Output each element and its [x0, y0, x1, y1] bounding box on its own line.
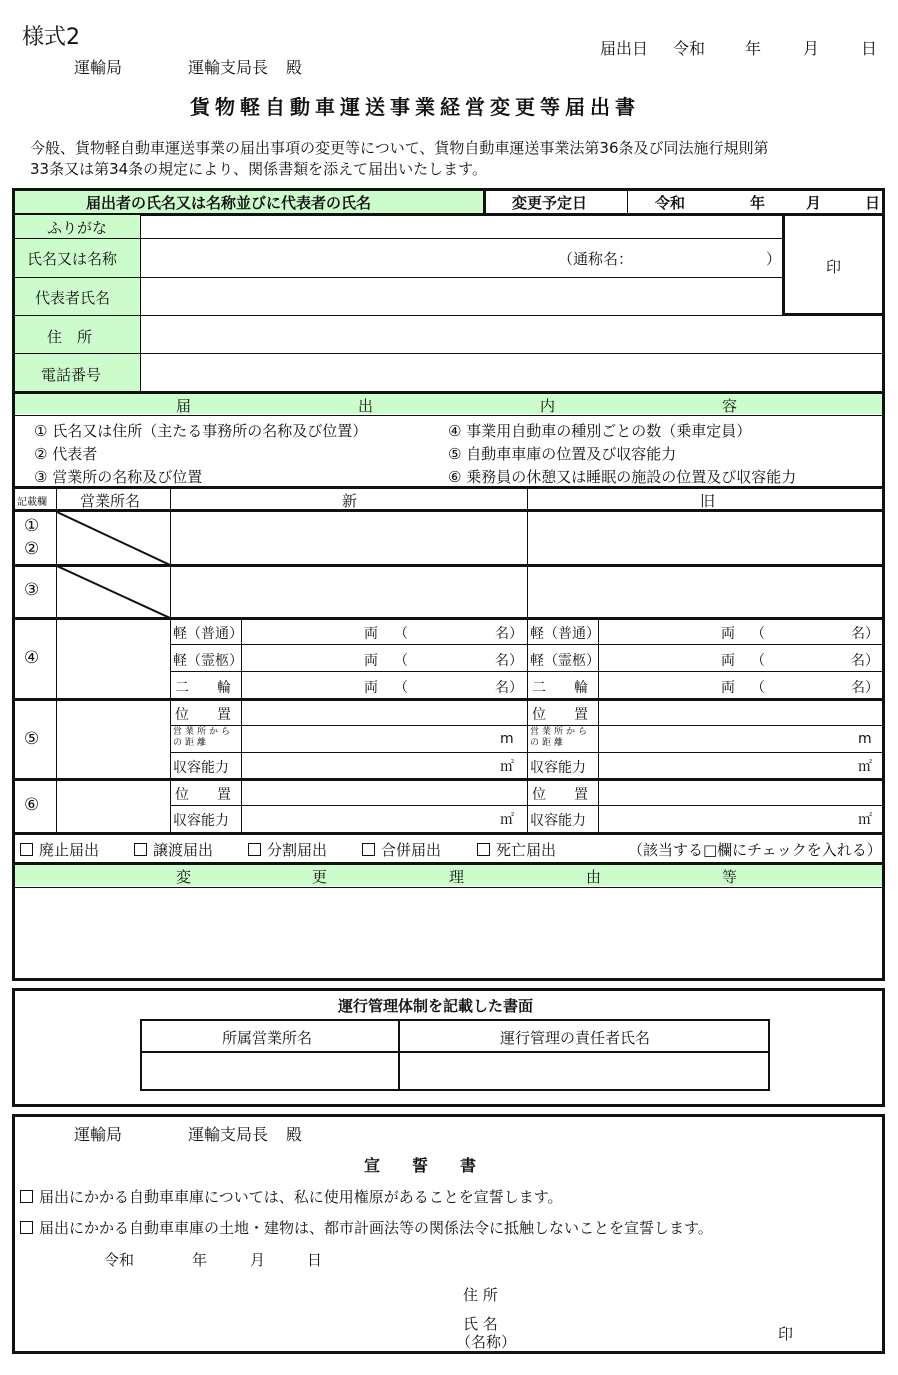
- operation-col-office: 所属営業所名: [222, 1029, 313, 1047]
- check-death[interactable]: 死亡届出: [477, 839, 556, 860]
- oath-name-sub-label: （名称）: [456, 1333, 517, 1351]
- row-3-office-strike: [57, 566, 170, 618]
- representative-field[interactable]: [141, 278, 782, 315]
- old-kei-hearse-label: 軽（霊柩）: [530, 653, 600, 669]
- row-12-old-field[interactable]: [529, 512, 881, 564]
- oath-statement-1[interactable]: 届出にかかる自動車車庫については、私に使用権原があることを宣誓します。: [20, 1186, 563, 1207]
- content-item-2: ② 代表者: [34, 445, 98, 463]
- check-abolition[interactable]: 廃止届出: [20, 839, 99, 860]
- new-two-wheel-paren: （: [394, 680, 408, 696]
- col-entry: 記載欄: [17, 497, 47, 508]
- oath-address-label: 住 所: [463, 1286, 498, 1304]
- bureau-label: 運輸局: [74, 58, 123, 77]
- old-kei-normal-paren: （: [751, 626, 765, 642]
- oath-seal: 印: [778, 1325, 794, 1343]
- change-date-label: 変更予定日: [512, 194, 588, 212]
- row-4-office-field[interactable]: [57, 620, 169, 698]
- content-item-4: ④ 事業用自動車の種別ごとの数（乗車定員）: [448, 422, 752, 440]
- document-title: 貨物軽自動車運送事業経営変更等届出書: [190, 95, 640, 119]
- phone-label: 電話番号: [41, 366, 102, 384]
- old-kei-normal-persons: 名）: [851, 626, 879, 642]
- row-6-label: ⑥: [24, 795, 40, 815]
- check-merger[interactable]: 合併届出: [362, 839, 441, 860]
- old-two-wheel-paren: （: [751, 680, 765, 696]
- check-split[interactable]: 分割届出: [248, 839, 327, 860]
- reason-header-3: 理: [449, 868, 465, 886]
- row-5-office-field[interactable]: [57, 701, 169, 778]
- filing-date-era: 令和: [673, 39, 706, 58]
- col-new: 新: [342, 492, 358, 510]
- old-two-wheel-persons: 名）: [851, 680, 879, 696]
- new-kei-hearse-persons: 名）: [495, 653, 523, 669]
- operation-manager-field[interactable]: [400, 1053, 768, 1089]
- old-rest-capacity-label: 収容能力: [530, 813, 586, 829]
- change-date-year: 年: [750, 194, 766, 212]
- content-item-6: ⑥ 乗務員の休憩又は睡眠の施設の位置及び収容能力: [448, 468, 797, 486]
- contents-header-3: 内: [540, 397, 556, 415]
- filing-date-month: 月: [803, 39, 820, 58]
- checkbox-icon: [362, 843, 375, 856]
- alias-open: （通称名：: [558, 250, 634, 268]
- new-garage-position-label: 位 置: [175, 707, 231, 723]
- old-kei-hearse-vehicles: 両: [721, 653, 735, 669]
- filing-date-label: 届出日: [600, 39, 649, 58]
- checkbox-icon: [134, 843, 147, 856]
- old-two-wheel-label: 二 輪: [532, 680, 588, 696]
- oath-honorific: 殿: [286, 1125, 303, 1144]
- reason-header-4: 由: [586, 868, 602, 886]
- oath-bureau: 運輸局: [74, 1125, 123, 1144]
- checkbox-icon: [20, 1190, 33, 1203]
- operation-title: 運行管理体制を記載した書面: [338, 997, 534, 1015]
- contents-header-4: 容: [722, 397, 738, 415]
- furigana-label: ふりがな: [47, 219, 108, 237]
- checkbox-icon: [20, 1221, 33, 1234]
- new-kei-normal-label: 軽（普通）: [173, 626, 243, 642]
- applicant-header-label: 届出者の氏名又は名称並びに代表者の氏名: [86, 194, 372, 212]
- col-old: 旧: [700, 492, 716, 510]
- checkbox-icon: [248, 843, 261, 856]
- check-transfer[interactable]: 譲渡届出: [134, 839, 213, 860]
- old-kei-normal-label: 軽（普通）: [530, 626, 600, 642]
- content-item-5: ⑤ 自動車車庫の位置及び収容能力: [448, 445, 677, 463]
- old-rest-position-label: 位 置: [532, 787, 588, 803]
- new-kei-normal-paren: （: [394, 626, 408, 642]
- old-two-wheel-vehicles: 両: [721, 680, 735, 696]
- old-kei-normal-vehicles: 両: [721, 626, 735, 642]
- new-garage-capacity-unit: ㎡: [500, 759, 514, 775]
- intro-line-2: 33条又は第34条の規定により、関係書類を添えて届出いたします。: [30, 160, 487, 178]
- reason-field[interactable]: [15, 889, 882, 978]
- row-4-label: ④: [24, 648, 40, 668]
- old-kei-hearse-paren: （: [751, 653, 765, 669]
- filing-date-year: 年: [745, 39, 762, 58]
- name-label: 氏名又は名称: [27, 250, 118, 268]
- content-item-3: ③ 営業所の名称及び位置: [34, 468, 203, 486]
- new-kei-hearse-label: 軽（霊柩）: [173, 653, 243, 669]
- check-note: （該当する□欄にチェックを入れる）: [628, 841, 882, 859]
- new-two-wheel-vehicles: 両: [364, 680, 378, 696]
- old-garage-capacity-label: 収容能力: [530, 760, 586, 776]
- oath-branch: 運輸支局長: [188, 1125, 269, 1144]
- oath-date-day: 日: [307, 1251, 323, 1269]
- new-kei-hearse-paren: （: [394, 653, 408, 669]
- old-garage-distance-unit: m: [858, 731, 872, 747]
- new-kei-hearse-vehicles: 両: [364, 653, 378, 669]
- contents-header-2: 出: [358, 397, 374, 415]
- change-date-month: 月: [806, 194, 822, 212]
- checkbox-icon: [20, 843, 33, 856]
- col-office: 営業所名: [80, 492, 141, 510]
- row-12-office-strike: [57, 512, 170, 565]
- row-3-label: ③: [24, 580, 40, 600]
- oath-date-month: 月: [250, 1251, 266, 1269]
- new-garage-distance-label: 営業所からの距離: [173, 727, 234, 748]
- old-garage-position-label: 位 置: [532, 707, 588, 723]
- change-date-day: 日: [865, 194, 881, 212]
- new-garage-distance-unit: m: [500, 731, 514, 747]
- new-two-wheel-persons: 名）: [495, 680, 523, 696]
- new-rest-capacity-label: 収容能力: [173, 813, 229, 829]
- checkbox-icon: [477, 843, 490, 856]
- new-rest-position-label: 位 置: [175, 787, 231, 803]
- reason-header-5: 等: [722, 868, 738, 886]
- new-garage-capacity-label: 収容能力: [173, 760, 229, 776]
- row-1-label: ①: [24, 516, 40, 536]
- intro-line-1: 今般、貨物軽自動車運送事業の届出事項の変更等について、貨物自動車運送事業法第36条及び同法施行規則第: [30, 139, 769, 157]
- contents-header: [15, 394, 882, 414]
- operation-col-manager: 運行管理の責任者氏名: [500, 1029, 651, 1047]
- reason-header-2: 更: [312, 868, 328, 886]
- row-3-old-field[interactable]: [529, 566, 881, 617]
- old-kei-hearse-persons: 名）: [851, 653, 879, 669]
- old-garage-distance-label: 営業所からの距離: [530, 727, 591, 748]
- new-kei-normal-persons: 名）: [495, 626, 523, 642]
- representative-label: 代表者氏名: [35, 289, 111, 307]
- alias-close: ）: [766, 250, 782, 268]
- branch-label: 運輸支局長: [188, 58, 269, 77]
- oath-title: 宣 誓 書: [364, 1156, 477, 1175]
- row-6-office-field[interactable]: [57, 781, 169, 831]
- new-two-wheel-label: 二 輪: [175, 680, 231, 696]
- old-garage-capacity-unit: ㎡: [858, 759, 872, 775]
- new-rest-capacity-unit: ㎡: [500, 812, 514, 828]
- oath-date-year: 年: [192, 1251, 208, 1269]
- filing-date-day: 日: [861, 39, 878, 58]
- row-2-label: ②: [24, 539, 40, 559]
- address-label: 住 所: [47, 328, 93, 346]
- content-item-1: ① 氏名又は住所（主たる事務所の名称及び位置）: [34, 422, 368, 440]
- contents-header-1: 届: [176, 397, 192, 415]
- oath-name-label: 氏 名: [463, 1315, 498, 1333]
- seal-label: 印: [826, 258, 842, 276]
- oath-statement-2[interactable]: 届出にかかる自動車車庫の土地・建物は、都市計画法等の関係法令に抵触しないことを宣誓します。: [20, 1217, 713, 1238]
- row-12-new-field[interactable]: [172, 512, 526, 564]
- row-3-new-field[interactable]: [172, 566, 526, 617]
- old-rest-capacity-unit: ㎡: [858, 812, 872, 828]
- form-number: 様式2: [22, 25, 80, 50]
- furigana-field[interactable]: [141, 215, 782, 238]
- name-field[interactable]: [141, 239, 782, 277]
- address-field[interactable]: [141, 317, 882, 354]
- change-date-era: 令和: [655, 194, 686, 212]
- oath-date-era: 令和: [104, 1251, 135, 1269]
- honorific: 殿: [286, 58, 303, 77]
- operation-office-field[interactable]: [142, 1053, 397, 1089]
- row-5-label: ⑤: [24, 729, 40, 749]
- phone-field[interactable]: [141, 355, 882, 391]
- new-kei-normal-vehicles: 両: [364, 626, 378, 642]
- reason-header-1: 変: [176, 868, 192, 886]
